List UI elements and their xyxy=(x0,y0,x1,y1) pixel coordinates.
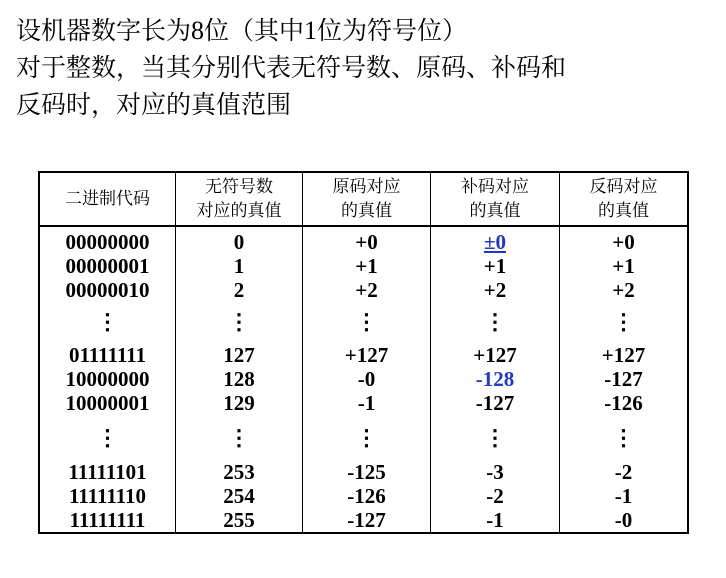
table-cell: 00000001 xyxy=(65,254,150,278)
table-body xyxy=(40,227,687,532)
table-cell: 11111101 xyxy=(68,460,147,484)
table-cell: +1 xyxy=(355,254,378,278)
header-text: 的真值 xyxy=(341,201,392,221)
table-cell: +0 xyxy=(355,230,378,254)
highlighted-cell: ±0 xyxy=(483,230,507,254)
ellipsis-cell: ⋮ xyxy=(228,425,250,450)
table-cell: -126 xyxy=(604,391,643,415)
table-cell: +2 xyxy=(612,278,635,302)
header-text: 无符号数 xyxy=(205,177,273,197)
table-cell: 255 xyxy=(223,508,255,532)
table-cell: -0 xyxy=(614,508,633,532)
ellipsis-cell: ⋮ xyxy=(228,309,250,334)
header-text: 的真值 xyxy=(469,201,521,221)
header-binary-code xyxy=(40,173,176,225)
intro-line-1-num: 8 xyxy=(191,16,205,45)
table-cell: 1 xyxy=(233,254,245,278)
column-binary-code xyxy=(40,227,176,532)
header-ones-complement xyxy=(560,173,687,225)
ellipsis-cell: ⋮ xyxy=(484,309,506,334)
ellipsis-cell: ⋮ xyxy=(612,309,635,334)
ellipsis-cell: ⋮ xyxy=(96,425,119,450)
table-cell: 127 xyxy=(223,343,255,367)
intro-line-1-b: 位（其中 xyxy=(204,16,305,45)
intro-line-1 xyxy=(16,12,716,49)
ellipsis-cell: ⋮ xyxy=(355,425,378,450)
intro-line-1-num2: 1 xyxy=(304,16,318,45)
table-cell: +2 xyxy=(483,278,507,302)
header-sign-magnitude xyxy=(303,173,431,225)
table-cell: +127 xyxy=(601,343,646,367)
ellipsis-cell: ⋮ xyxy=(612,425,635,450)
column-twos-complement xyxy=(431,227,560,532)
table-cell: 129 xyxy=(223,391,255,415)
header-unsigned xyxy=(176,173,303,225)
table-cell: 11111110 xyxy=(68,484,147,508)
header-text: 原码对应 xyxy=(332,177,401,197)
table-cell: 00000000 xyxy=(65,230,150,254)
table-cell: +127 xyxy=(344,343,389,367)
table-cell: -127 xyxy=(604,367,643,391)
table-cell: +127 xyxy=(473,343,517,367)
table-cell: 254 xyxy=(223,484,255,508)
ellipsis-cell: ⋮ xyxy=(355,309,378,334)
intro-text xyxy=(16,12,716,123)
table-cell: -127 xyxy=(475,391,515,415)
table-cell: 10000000 xyxy=(65,367,150,391)
table-cell: 2 xyxy=(233,278,245,302)
column-ones-complement xyxy=(560,227,687,532)
table-cell: 01111111 xyxy=(68,343,147,367)
table-cell: 253 xyxy=(223,460,255,484)
table-cell: -126 xyxy=(347,484,386,508)
table-cell: -1 xyxy=(357,391,376,415)
header-text: 补码对应 xyxy=(461,177,529,197)
table-cell: -2 xyxy=(486,484,504,508)
table-cell: -2 xyxy=(614,460,633,484)
table-cell: 0 xyxy=(233,230,245,254)
highlighted-cell: -128 xyxy=(475,367,515,391)
intro-line-3: 反码时，对应的真值范围 xyxy=(16,90,292,119)
table-cell: +1 xyxy=(612,254,635,278)
intro-line-1-a: 设机器数字长为 xyxy=(16,16,192,45)
ellipsis-cell: ⋮ xyxy=(96,309,119,334)
table-cell: +2 xyxy=(355,278,378,302)
table-cell: -1 xyxy=(486,508,504,532)
table-header-row xyxy=(40,173,687,227)
intro-line-2: 对于整数，当其分别代表无符号数、原码、补码和 xyxy=(16,53,567,82)
column-unsigned xyxy=(176,227,303,532)
table-cell: -0 xyxy=(357,367,376,391)
header-text: 对应的真值 xyxy=(196,201,282,221)
header-text: 反码对应 xyxy=(589,177,658,197)
intro-line-1-c: 位为符号位） xyxy=(317,16,468,45)
table-cell: -125 xyxy=(347,460,386,484)
truth-value-table xyxy=(38,171,689,534)
header-text: 二进制代码 xyxy=(65,189,150,209)
table-cell: 00000010 xyxy=(65,278,150,302)
header-twos-complement xyxy=(431,173,560,225)
table-cell: -127 xyxy=(347,508,386,532)
table-cell: 10000001 xyxy=(65,391,150,415)
ellipsis-cell: ⋮ xyxy=(484,425,506,450)
table-cell: +0 xyxy=(612,230,635,254)
table-cell: +1 xyxy=(483,254,507,278)
table-cell: -1 xyxy=(614,484,633,508)
table-cell: -3 xyxy=(486,460,504,484)
table-cell: 11111111 xyxy=(69,508,146,532)
table-cell: 128 xyxy=(223,367,255,391)
header-text: 的真值 xyxy=(598,201,649,221)
column-sign-magnitude xyxy=(303,227,431,532)
